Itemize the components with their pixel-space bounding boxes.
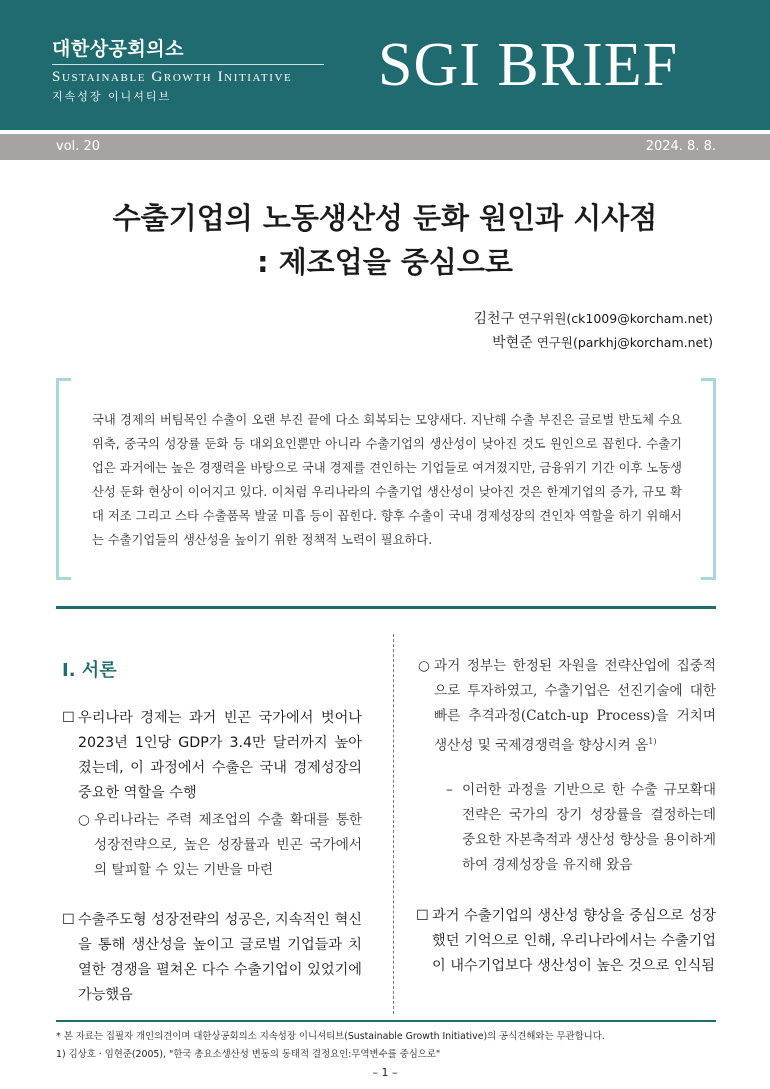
author-info: 연구위원(ck1009@korcham.net)	[518, 311, 713, 326]
square-bullet-icon: ☐	[62, 912, 75, 928]
right-bracket	[701, 378, 716, 580]
left-bracket	[56, 378, 71, 580]
bullet-item	[62, 908, 362, 1008]
author-name: 박현준	[492, 335, 533, 351]
issue-volume: vol. 20	[56, 139, 101, 154]
section-divider	[56, 606, 716, 609]
footnote-divider	[56, 1020, 716, 1022]
author-info: 연구원(parkhj@korcham.net)	[536, 335, 713, 350]
org-name-korean: 대한상공회의소	[52, 38, 184, 60]
circle-bullet-icon: ○	[418, 658, 430, 674]
org-divider	[52, 64, 324, 65]
column-divider	[393, 634, 394, 1014]
abstract-text: 국내 경제의 버팀목인 수출이 오랜 부진 끝에 다소 회복되는 모양새다. 지난해 수출 부진은 글로벌 반도체 수요 위축, 중국의 성장률 둔화 등 대외요인뿐만 아니라 수출기업의 생산성이 낮아진 것도 원인으로 꼽힌다. 수출기업은 과거에는 높은 경쟁력을 바탕으로 국내 경제를 견인하는 기업들로 여겨졌지만, 금융위기 기간 이후 노동생산성 둔화 현상이 이어지고 있다. 이처럼 우리나라의 수출기업 생산성이 낮아진 것은 한계기업의 증가, 규모 확대 저조 그리고 스타 수출품목 발굴 미흡 등이 꼽힌다. 향후 수출이 국내 경제성장의 견인차 역할을 하기 위해서는 수출기업들의 생산성을 높이기 위한 정책적 노력이 필요하다.	[92, 413, 682, 547]
section-heading: Ⅰ. 서론	[62, 660, 117, 681]
author-1	[474, 308, 713, 328]
issue-bar	[0, 134, 770, 160]
bullet-item	[62, 706, 362, 806]
dash-item	[446, 778, 716, 878]
author-2	[492, 332, 713, 352]
sub-bullet-item	[418, 654, 716, 759]
bullet-text: 우리나라 경제는 과거 빈곤 국가에서 벗어나 2023년 1인당 GDP가 3.4만 달러까지 높아졌는데, 이 과정에서 수출은 국내 경제성장의 중요한 역할을 수행	[78, 710, 362, 801]
masthead	[0, 0, 770, 130]
title-line-1: 수출기업의 노동생산성 둔화 원인과 시사점	[112, 201, 658, 235]
bullet-text: 이러한 과정을 기반으로 한 수출 규모확대 전략은 국가의 장기 성장률을 결정하는데 중요한 자본축적과 생산성 향상을 용이하게 하여 경제성장을 유지해 왔음	[462, 782, 716, 873]
org-subtitle: 지속성장 이니셔티브	[52, 90, 172, 103]
bullet-text: 과거 수출기업의 생산성 향상을 중심으로 성장했던 기억으로 인해, 우리나라에서는 수출기업이 내수기업보다 생산성이 높은 것으로 인식됨	[432, 908, 716, 974]
bullet-text: 과거 정부는 한정된 자원을 전략산업에 집중적으로 투자하였고, 수출기업은 선진기술에 대한 빠른 추격과정(Catch-up Process)을 거치며 생산성 및 국제경쟁력을 향상시켜 옴	[434, 658, 716, 754]
org-name-english: Sustainable Growth Initiative	[52, 69, 293, 85]
issue-date: 2024. 8. 8.	[645, 139, 716, 154]
disclaimer: * 본 자료는 집필자 개인의견이며 대한상공회의소 지속성장 이니셔티브(Sustainable Growth Initiative)의 공식견해와는 무관합니다.	[56, 1031, 605, 1042]
bullet-text: 수출주도형 성장전략의 성공은, 지속적인 혁신을 통해 생산성을 높이고 글로벌 기업들과 치열한 경쟁을 펼쳐온 다수 수출기업이 있었기에 가능했음	[78, 912, 362, 1003]
page-number: – 1 –	[372, 1066, 398, 1079]
title-line-2: : 제조업을 중심으로	[257, 245, 513, 279]
brand-title: SGI BRIEF	[378, 31, 679, 99]
bullet-item	[416, 904, 716, 979]
footnote-ref: 1)	[648, 737, 657, 746]
sub-bullet-item	[78, 808, 362, 883]
square-bullet-icon: ☐	[62, 710, 75, 726]
circle-bullet-icon: ○	[78, 812, 90, 828]
dash-bullet-icon: –	[446, 782, 453, 798]
footnote-1: 1) 김상호 · 임현준(2005), "한국 총요소생산성 변동의 동태적 결정요인:무역변수를 중심으로"	[56, 1049, 441, 1060]
author-name: 김천구	[473, 311, 515, 327]
bullet-text: 우리나라는 주력 제조업의 수출 확대를 통한 성장전략으로, 높은 성장률과 빈곤 국가에서의 탈피할 수 있는 기반을 마련	[94, 812, 362, 878]
page-title	[0, 196, 770, 284]
abstract-box	[56, 378, 716, 578]
square-bullet-icon: ☐	[416, 908, 429, 924]
